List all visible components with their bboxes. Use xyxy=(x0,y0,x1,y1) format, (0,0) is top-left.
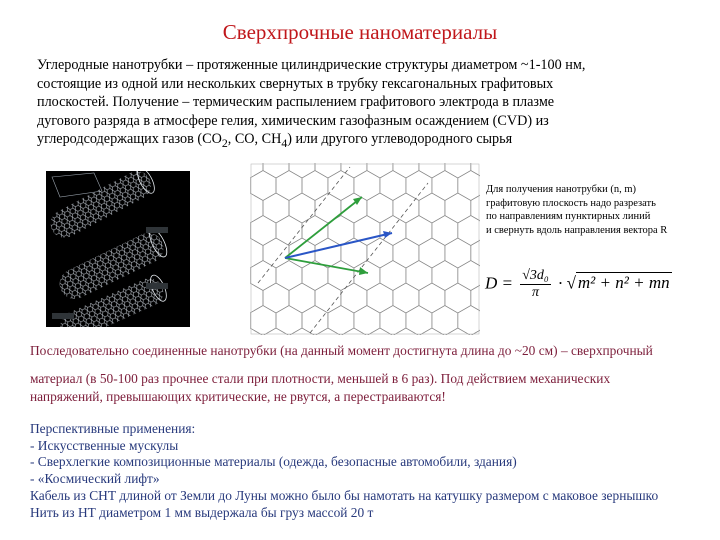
hexagon-cell xyxy=(406,171,432,201)
nanotube-illustration xyxy=(46,171,190,327)
hexagon-cell xyxy=(328,261,354,291)
hexagon-cell xyxy=(432,261,458,291)
hexagon-cell xyxy=(393,193,419,223)
hexagon-cell xyxy=(445,193,471,223)
applications-line: Перспективные применения: xyxy=(30,421,196,436)
note-line: по направлениям пунктирных линий xyxy=(486,211,651,223)
applications-block xyxy=(30,421,710,521)
hexagon-cell xyxy=(354,171,380,201)
formula-denominator: π xyxy=(532,285,540,300)
hexagon-cell xyxy=(315,193,341,223)
diameter-formula xyxy=(485,268,672,301)
formula-dot: · xyxy=(558,273,563,293)
hexagon-cell xyxy=(250,193,263,223)
formula-fraction xyxy=(520,268,551,301)
hexagon-cell xyxy=(276,216,302,246)
intro-line-last: углеродсодержащих газов ($CO_2$, CO, $CH_4$) или другого углеводородного сырья xyxy=(37,131,513,151)
intro-paragraph xyxy=(37,56,697,153)
intro-line: Углеродные нанотрубки – протяженные цилиндрические структуры диаметром ~1-100 нм, xyxy=(37,57,586,73)
rolling-note xyxy=(486,183,706,237)
hexagon-cell xyxy=(458,261,480,291)
hexagon-cell xyxy=(458,171,480,201)
hexagon-cell xyxy=(341,193,367,223)
hexagon-cell xyxy=(458,216,480,246)
hexagon-cell xyxy=(250,283,263,313)
hexagon-cell xyxy=(419,283,445,313)
intro-line: плоскостей. Получение – термическим распылением графитового электрода в плазме xyxy=(37,94,555,111)
hexagon-cell xyxy=(445,283,471,313)
hexagon-cell xyxy=(367,163,393,178)
hexagon-cell xyxy=(263,283,289,313)
hexagon-cell xyxy=(276,171,302,201)
hexagon-cell xyxy=(419,238,445,268)
intro-line: дугового разряда в атмосфере гелия, химическим газофазным осаждением (CVD) из xyxy=(37,112,549,129)
hexagon-cell xyxy=(393,238,419,268)
applications-line: Нить из НТ диаметром 1 мм выдержала бы груз массой 20 т xyxy=(30,504,374,520)
slide-title: Сверхпрочные наноматериалы xyxy=(222,20,498,44)
hexagon-cell xyxy=(393,283,419,313)
hexagon-cell xyxy=(367,193,393,223)
graphene-lattice-diagram xyxy=(250,163,480,335)
hexagon-cell xyxy=(419,193,445,223)
hexagon-cell xyxy=(406,261,432,291)
strength-line: материал (в 50-100 раз прочнее стали при плотности, меньшей в 6 раз). Под действием механических xyxy=(30,371,611,386)
applications-line: - Искусственные мускулы xyxy=(30,437,179,453)
strength-paragraph xyxy=(30,342,710,406)
hexagon-cell xyxy=(341,163,367,178)
applications-line: - Сверхлегкие композиционные материалы (одежда, безопасные автомобили, здания) xyxy=(30,454,517,470)
formula-numerator: √3d₀ xyxy=(522,268,549,283)
hexagon-cell xyxy=(419,163,445,178)
hexagon-cell xyxy=(367,283,393,313)
note-line: Для получения нанотрубки (n, m) xyxy=(486,184,637,195)
hexagon-cell xyxy=(445,163,471,178)
hexagon-cell xyxy=(380,216,406,246)
hexagon-cell xyxy=(380,171,406,201)
hexagon-cell xyxy=(432,216,458,246)
intro-line: состоящие из одной или нескольких свернутых в трубку гексагональных графитовых xyxy=(37,75,554,92)
hexagon-cell xyxy=(328,171,354,201)
hexagon-cell xyxy=(445,238,471,268)
hexagon-cell xyxy=(341,283,367,313)
hexagon-cell xyxy=(393,163,419,178)
hexagon-cell xyxy=(380,261,406,291)
hexagon-cell xyxy=(263,238,289,268)
hexagon-cell xyxy=(250,171,276,201)
applications-line: - «Космический лифт» xyxy=(30,471,160,487)
hexagon-cell xyxy=(406,216,432,246)
hexagon-cell xyxy=(263,163,289,178)
hexagon-cell xyxy=(354,261,380,291)
applications-line: Кабель из СНТ длиной от Земли до Луны можно было бы намотать на катушку размером с маковое зернышко xyxy=(30,487,659,503)
hexagon-cell xyxy=(250,238,263,268)
hexagon-cell xyxy=(315,163,341,178)
note-line: и свернуть вдоль направления вектора R xyxy=(486,224,668,236)
hexagon-cell xyxy=(263,193,289,223)
hexagon-cell xyxy=(471,163,480,178)
note-line: графитовую плоскость надо разрезать xyxy=(486,197,656,209)
hexagon-cell xyxy=(315,283,341,313)
strength-line: Последовательно соединенные нанотрубки (на данный момент достигнута длина до ~20 см) – сверхпрочный xyxy=(30,343,653,358)
hexagon-cell xyxy=(367,238,393,268)
sqrt-icon: √ xyxy=(566,273,576,293)
hexagon-cell xyxy=(276,261,302,291)
hexagon-cell xyxy=(289,163,315,178)
hexagon-cell xyxy=(458,306,480,336)
hexagon-cell xyxy=(289,193,315,223)
dashed-cut-line xyxy=(258,167,350,283)
hexagon-cell xyxy=(289,283,315,313)
hexagon-cell xyxy=(250,163,263,178)
hexagon-cell xyxy=(432,171,458,201)
formula-lhs: D = xyxy=(485,273,513,293)
strength-line: напряжений, превышающих критические, не рвутся, а перестраиваются! xyxy=(30,389,446,404)
formula-radicand: m² + n² + mn xyxy=(577,273,670,293)
hexagon-cell xyxy=(302,171,328,201)
hexagon-cell xyxy=(250,216,276,246)
